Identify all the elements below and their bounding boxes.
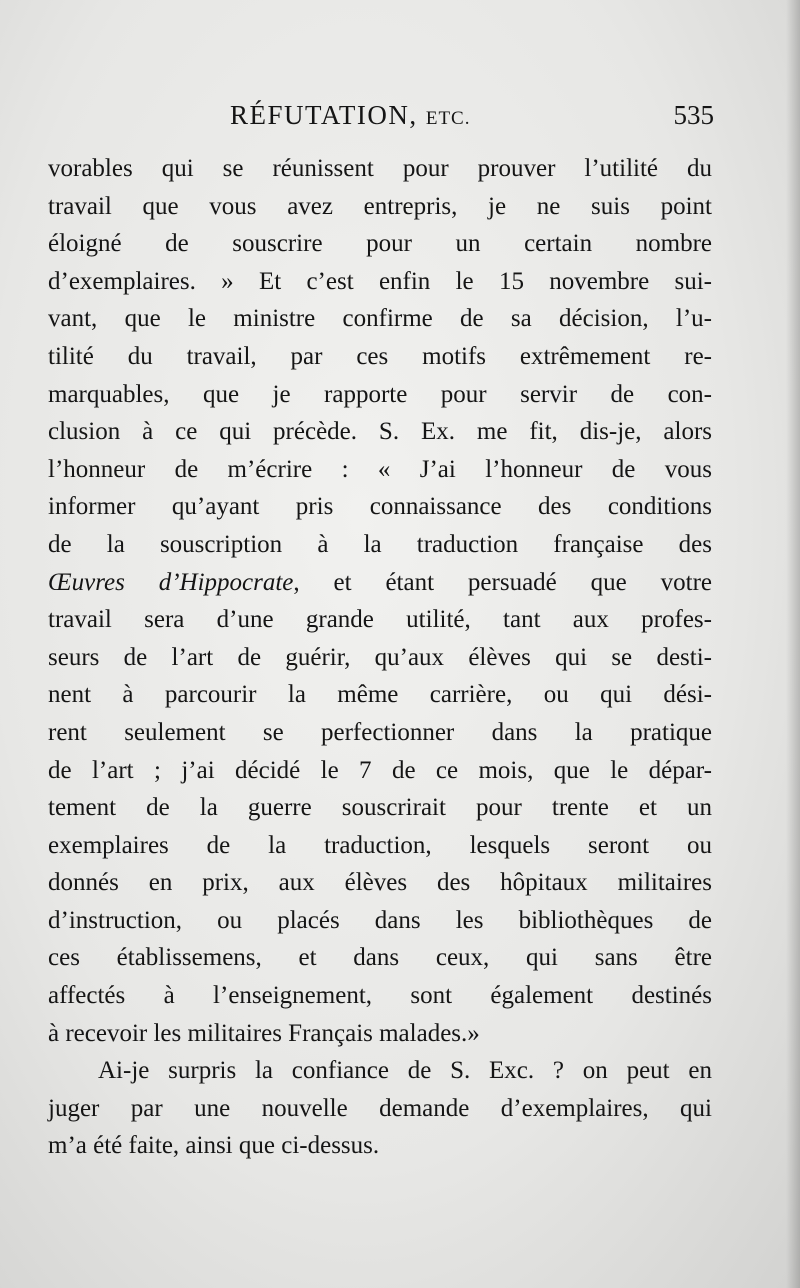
text-line: exemplaires de la traduction, lesquels seront ou bbox=[48, 831, 712, 859]
text-line: Ai-je surpris la confiance de S. Exc. ? on peut en bbox=[98, 1057, 712, 1085]
text-line: d’instruction, ou placés dans les bibliothèques de bbox=[48, 906, 712, 934]
text-line: tilité du travail, par ces motifs extrêmement re- bbox=[48, 342, 712, 370]
text-line: seurs de l’art de guérir, qu’aux élèves qui se desti- bbox=[48, 643, 712, 671]
text-line: juger par une nouvelle demande d’exemplaires, qui bbox=[48, 1094, 712, 1122]
running-head bbox=[48, 100, 712, 140]
text-line: nent à parcourir la même carrière, ou qui dési- bbox=[48, 681, 712, 709]
body-text bbox=[48, 150, 712, 1165]
text-line: travail sera d’une grande utilité, tant aux profes- bbox=[48, 606, 712, 634]
italic-work-title: Œuvres d’Hippocrate bbox=[48, 568, 294, 596]
text-line: travail que vous avez entrepris, je ne suis point bbox=[48, 192, 712, 220]
text-line-with-italic-title bbox=[48, 564, 712, 602]
text-line: clusion à ce qui précède. S. Ex. me fit, dis-je, alors bbox=[48, 418, 712, 446]
text-line: vorables qui se réunissent pour prouver l’utilité du bbox=[48, 155, 712, 182]
text-line: vant, que le ministre confirme de sa décision, l’u- bbox=[48, 305, 712, 333]
text-line-rest: , et étant persuadé que votre bbox=[293, 568, 713, 596]
text-line: d’exemplaires. » Et c’est enfin le 15 novembre sui- bbox=[48, 267, 712, 295]
text-line: éloigné de souscrire pour un certain nombre bbox=[48, 230, 712, 258]
text-line: rent seulement se perfectionner dans la pratique bbox=[48, 718, 712, 746]
text-line: donnés en prix, aux élèves des hôpitaux militaires bbox=[48, 869, 712, 897]
text-line: ces établissemens, et dans ceux, qui sans être bbox=[48, 944, 712, 972]
text-line: m’a été faite, ainsi que ci-dessus. bbox=[48, 1132, 380, 1160]
text-line: de la souscription à la traduction française des bbox=[48, 530, 712, 558]
text-line: marquables, que je rapporte pour servir de con- bbox=[48, 380, 712, 408]
running-title-suffix: ETC. bbox=[425, 108, 471, 129]
text-line: informer qu’ayant pris connaissance des conditions bbox=[48, 493, 712, 521]
running-title: RÉFUTATION, ETC. bbox=[230, 100, 471, 130]
text-line: l’honneur de m’écrire : « J’ai l’honneur de vous bbox=[48, 455, 712, 483]
text-line: affectés à l’enseignement, sont également destinés bbox=[48, 982, 712, 1010]
page-number: 535 bbox=[673, 100, 714, 130]
text-line: à recevoir les militaires Français malades.» bbox=[48, 1019, 480, 1047]
text-line: de l’art ; j’ai décidé le 7 de ce mois, que le dépar- bbox=[48, 756, 712, 784]
text-line: tement de la guerre souscrirait pour trente et un bbox=[48, 794, 712, 822]
